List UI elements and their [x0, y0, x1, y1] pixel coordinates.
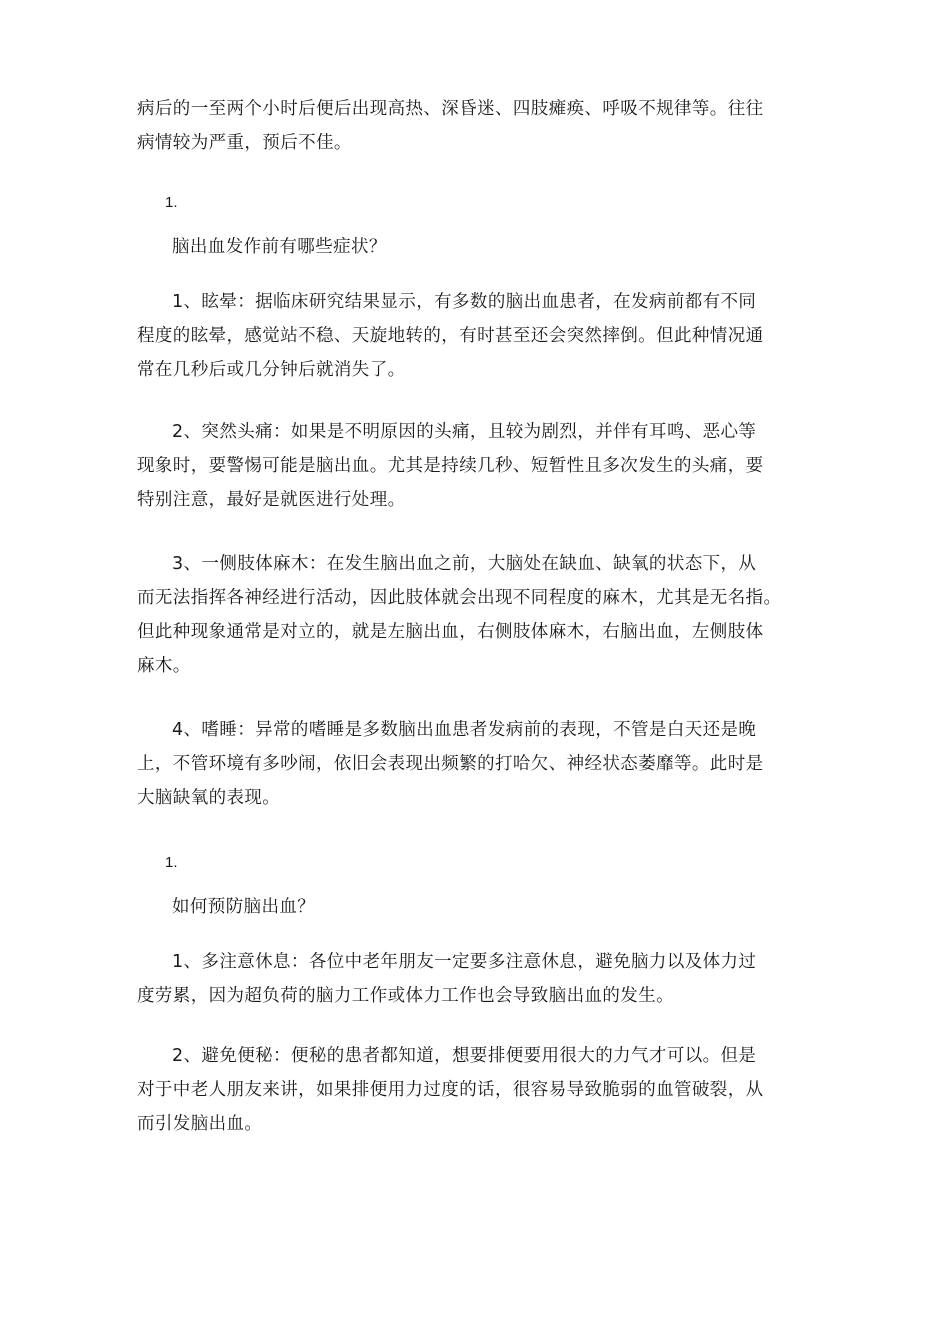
intro-paragraph — [137, 92, 817, 160]
prevention-paragraph-2 — [137, 1039, 817, 1141]
symptom-paragraph-1 — [137, 285, 817, 387]
text-line: 病情较为严重，预后不佳。 — [137, 133, 352, 153]
section-number: 1. — [165, 854, 178, 871]
text-line: 病后的一至两个小时后便后出现高热、深昏迷、四肢瘫痪、呼吸不规律等。往往 — [137, 99, 764, 119]
text-line: 度劳累，因为超负荷的脑力工作或体力工作也会导致脑出血的发生。 — [137, 986, 674, 1006]
prevention-paragraph-1 — [137, 945, 817, 1013]
text-line: 麻木。 — [137, 656, 191, 676]
section-heading: 脑出血发作前有哪些症状？ — [172, 237, 387, 257]
section-heading: 如何预防脑出血？ — [172, 897, 316, 917]
text-line: 2、突然头痛：如果是不明原因的头痛，且较为剧烈，并伴有耳鸣、恶心等 — [172, 422, 757, 442]
text-line: 而无法指挥各神经进行活动，因此肢体就会出现不同程度的麻木，尤其是无名指。 — [137, 588, 782, 608]
text-line: 2、避免便秘：便秘的患者都知道，想要排便要用很大的力气才可以。但是 — [172, 1046, 757, 1066]
text-line: 但此种现象通常是对立的，就是左脑出血，右侧肢体麻木，右脑出血，左侧肢体 — [137, 622, 764, 642]
text-line: 常在几秒后或几分钟后就消失了。 — [137, 360, 406, 380]
symptom-paragraph-2 — [137, 415, 817, 517]
text-line: 3、一侧肢体麻木：在发生脑出血之前，大脑处在缺血、缺氧的状态下，从 — [172, 554, 757, 574]
text-line: 现象时，要警惕可能是脑出血。尤其是持续几秒、短暂性且多次发生的头痛，要 — [137, 456, 764, 476]
text-line: 程度的眩晕，感觉站不稳、天旋地转的，有时甚至还会突然摔倒。但此种情况通 — [137, 326, 764, 346]
text-line: 大脑缺氧的表现。 — [137, 788, 281, 808]
symptom-paragraph-3 — [137, 547, 817, 683]
text-line: 4、嗜睡：异常的嗜睡是多数脑出血患者发病前的表现，不管是白天还是晚 — [172, 720, 757, 740]
text-line: 上，不管环境有多吵闹，依旧会表现出频繁的打哈欠、神经状态萎靡等。此时是 — [137, 754, 764, 774]
text-line: 对于中老人朋友来讲，如果排便用力过度的话，很容易导致脆弱的血管破裂，从 — [137, 1080, 764, 1100]
text-line: 1、眩晕：据临床研究结果显示，有多数的脑出血患者，在发病前都有不同 — [172, 292, 757, 312]
section-number: 1. — [165, 194, 178, 211]
text-line: 而引发脑出血。 — [137, 1114, 263, 1134]
symptom-paragraph-4 — [137, 713, 817, 815]
text-line: 1、多注意休息：各位中老年朋友一定要多注意休息，避免脑力以及体力过 — [172, 952, 757, 972]
text-line: 特别注意，最好是就医进行处理。 — [137, 490, 406, 510]
